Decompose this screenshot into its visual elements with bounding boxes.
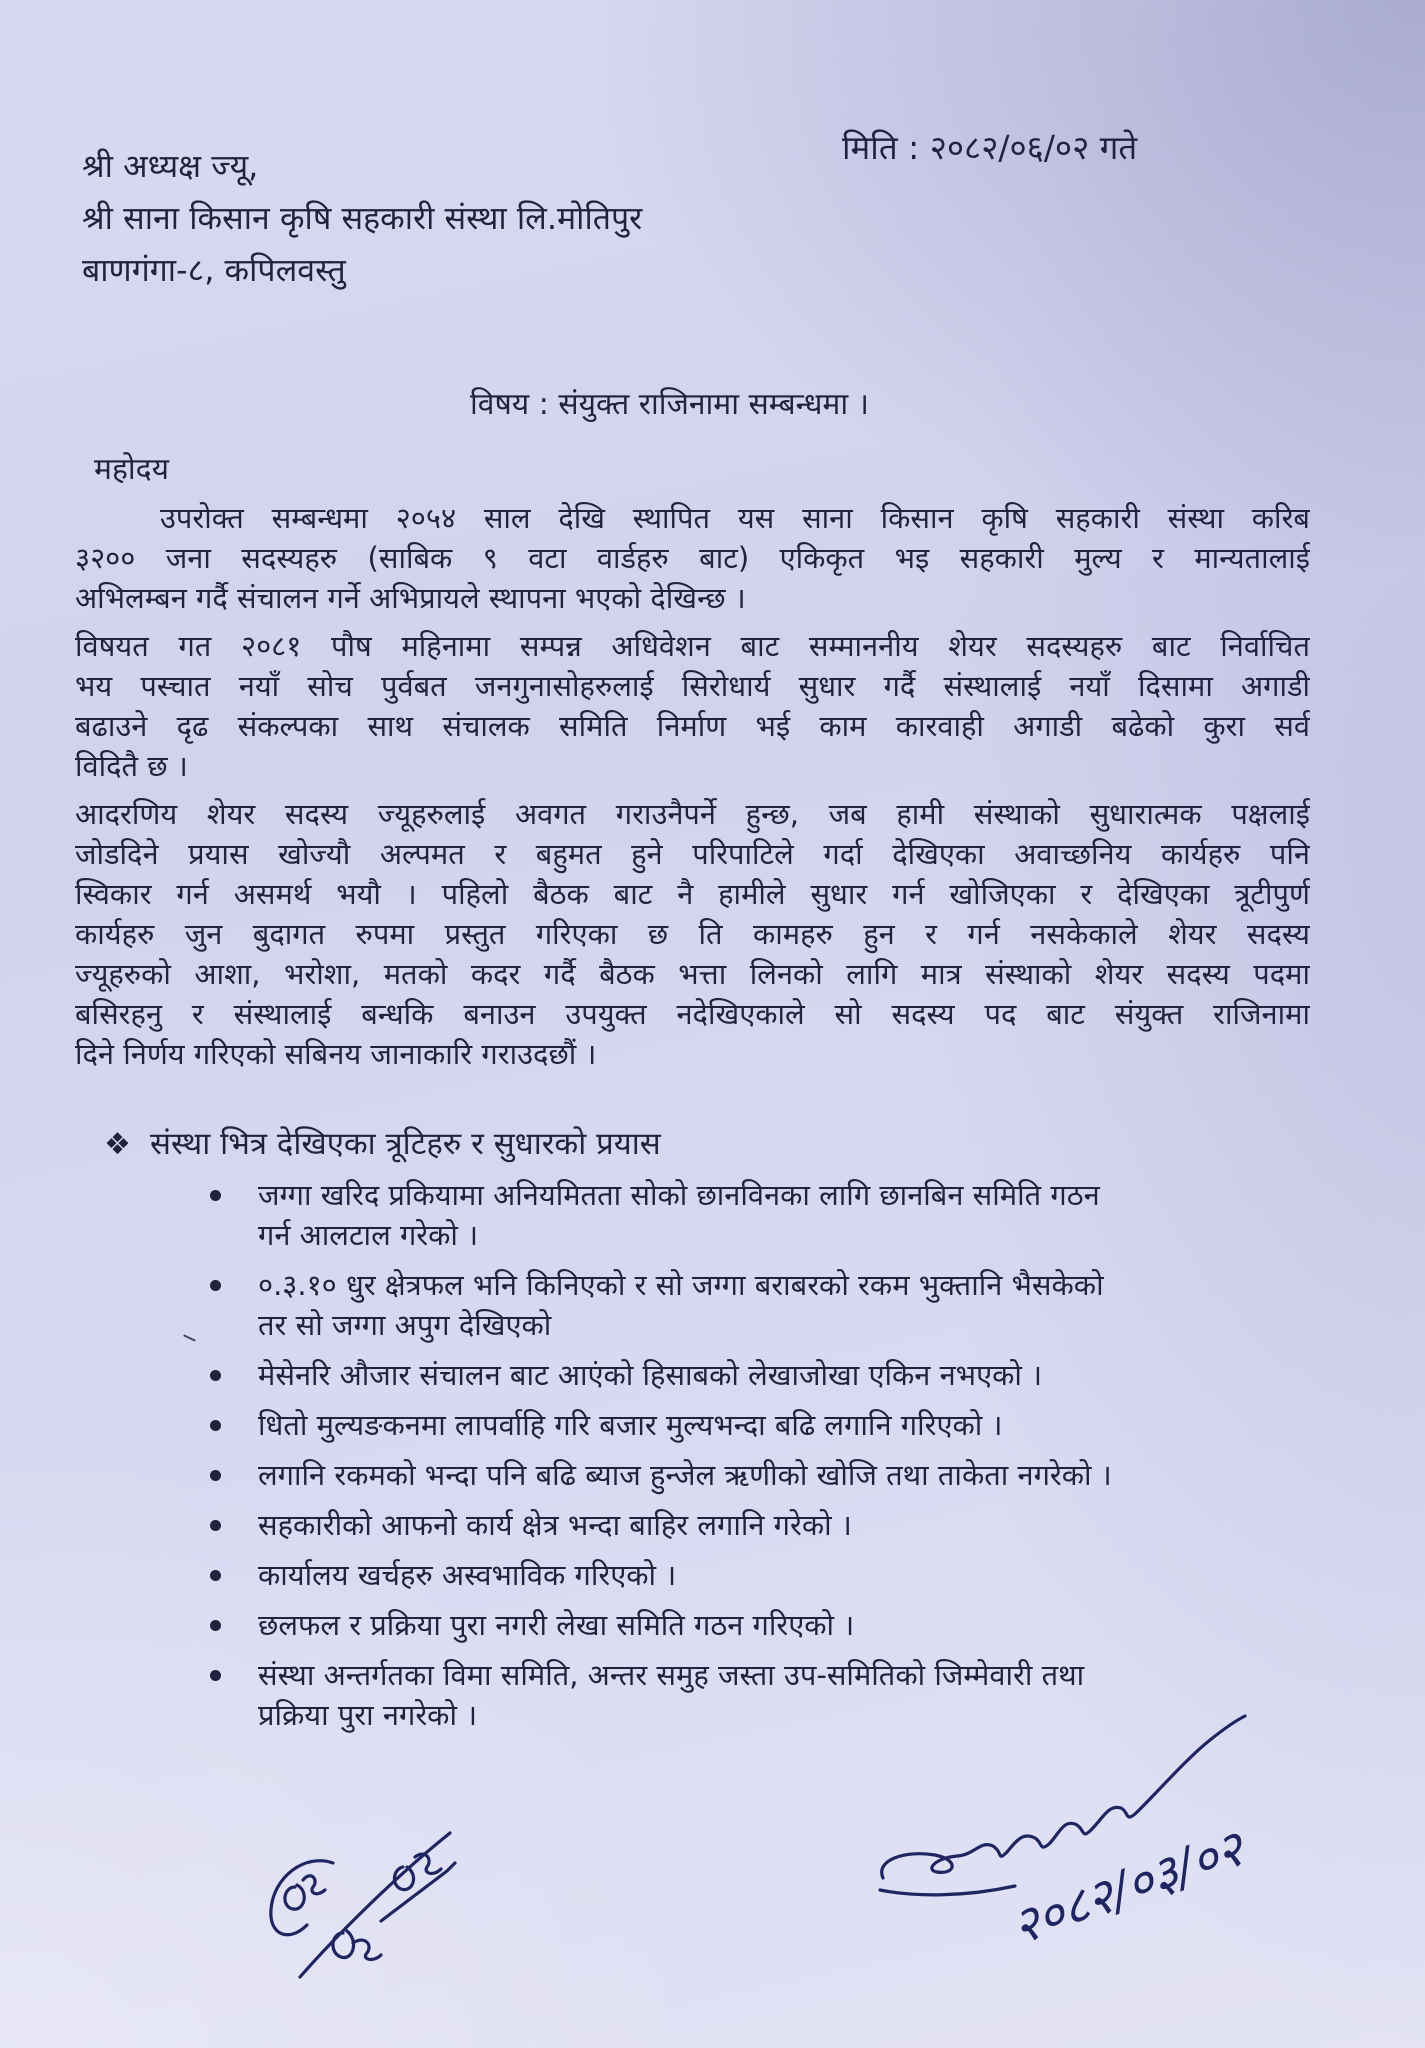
paragraph-line: जोडदिने प्रयास खोज्यौ अल्पमत र बहुमत हुने परिपाटिले गर्दा देखिएका अवाच्छनिय कार्यहरु पनि bbox=[75, 837, 1310, 871]
section-heading bbox=[104, 1122, 661, 1166]
paragraph-line: भय पस्चात नयाँ सोच पुर्वबत जनगुनासोहरुलाई सिरोधार्य सुधार गर्दै संस्थालाई नयाँ दिसामा अगाडी bbox=[75, 669, 1310, 703]
list-item bbox=[205, 1555, 1295, 1595]
paragraph-line: अभिलम्बन गर्दै संचालन गर्ने अभिप्रायले स्थापना भएको देखिन्छ । bbox=[75, 581, 746, 615]
paragraph-line: बसिरहनु र संस्थालाई बन्धकि बनाउन उपयुक्त नदेखिएकाले सो सदस्य पद बाट संयुक्त राजिनामा bbox=[75, 997, 1310, 1031]
list-item-line: प्रक्रिया पुरा नगरेको । bbox=[258, 1698, 478, 1732]
letter-date: मिति : २०८२/०६/०२ गते bbox=[842, 128, 1138, 167]
paragraph-line: दिने निर्णय गरिएको सबिनय जानाकारि गराउदछौं । bbox=[75, 1037, 597, 1071]
list-item bbox=[205, 1355, 1295, 1395]
bullet-icon bbox=[210, 1670, 221, 1681]
recipient-address bbox=[82, 140, 642, 296]
letter-body bbox=[75, 498, 1310, 1082]
list-item-line: गर्न आलटाल गरेको । bbox=[258, 1218, 479, 1252]
paragraph-line: विदितै छ । bbox=[75, 749, 188, 783]
signature-stroke bbox=[880, 1886, 1015, 1895]
list-item bbox=[205, 1405, 1295, 1445]
paragraph-line: उपरोक्त सम्बन्धमा २०५४ साल देखि स्थापित यस साना किसान कृषि सहकारी संस्था करिब bbox=[160, 501, 1310, 535]
list-item-line: छलफल र प्रक्रिया पुरा नगरी लेखा समिति गठन गरिएको । bbox=[258, 1608, 855, 1642]
list-item-line: लगानि रकमको भन्दा पनि बढि ब्याज हुन्जेल ऋणीको खोजि तथा ताकेता नगरेको । bbox=[258, 1458, 1112, 1492]
bullet-icon bbox=[210, 1520, 221, 1531]
list-item bbox=[205, 1605, 1295, 1645]
list-item-line: तर सो जग्गा अपुग देखिएको bbox=[258, 1308, 552, 1342]
paragraph-line: कार्यहरु जुन बुदागत रुपमा प्रस्तुत गरिएका छ ति कामहरु हुन र गर्न नसकेकाले शेयर सदस्य bbox=[75, 917, 1310, 951]
list-item-line: संस्था अन्तर्गतका विमा समिति, अन्तर समुह जस्ता उप-समितिको जिम्मेवारी तथा bbox=[258, 1658, 1085, 1692]
list-item bbox=[205, 1265, 1295, 1345]
list-item-line: धितो मुल्यङकनमा लापर्वाहि गरि बजार मुल्यभन्दा बढि लगानि गरिएको । bbox=[258, 1408, 1003, 1442]
signature-stroke bbox=[285, 1876, 325, 1909]
section-heading-text: संस्था भित्र देखिएका त्रूटिहरु र सुधारको प्रयास bbox=[150, 1126, 661, 1162]
paragraph-3 bbox=[75, 794, 1310, 1074]
left-signature bbox=[255, 1825, 465, 1990]
recipient-organization: श्री साना किसान कृषि सहकारी संस्था लि.मोतिपुर bbox=[82, 199, 643, 237]
list-item-line: कार्यालय खर्चहरु अस्वभाविक गरिएको । bbox=[258, 1558, 677, 1592]
stray-pen-mark bbox=[183, 1334, 196, 1341]
recipient-title: श्री अध्यक्ष ज्यू, bbox=[82, 147, 259, 185]
paragraph-line: आदरणिय शेयर सदस्य ज्यूहरुलाई अवगत गराउनैपर्ने हुन्छ, जब हामी संस्थाको सुधारात्मक पक्षलाई bbox=[75, 797, 1310, 831]
bullet-icon bbox=[210, 1370, 221, 1381]
salutation: महोदय bbox=[94, 452, 169, 487]
issues-list bbox=[205, 1175, 1295, 1745]
list-item bbox=[205, 1455, 1295, 1495]
paragraph-1 bbox=[75, 498, 1310, 618]
recipient-location: बाणगंगा-८, कपिलवस्तु bbox=[82, 251, 346, 289]
bullet-icon bbox=[210, 1420, 221, 1431]
bullet-icon bbox=[210, 1470, 221, 1481]
diamond-bullet-icon: ❖ bbox=[104, 1127, 131, 1162]
paragraph-line: ज्यूहरुको आशा, भरोशा, मतको कदर गर्दै बैठक भत्ता लिनको लागि मात्र संस्थाको शेयर सदस्य पदमा bbox=[75, 957, 1310, 991]
list-item bbox=[205, 1505, 1295, 1545]
paragraph-line: विषयत गत २०८१ पौष महिनामा सम्पन्न अधिवेशन बाट सम्माननीय शेयर सदस्यहरु बाट निर्वाचित bbox=[75, 629, 1310, 663]
bullet-icon bbox=[210, 1190, 221, 1201]
bullet-icon bbox=[210, 1620, 221, 1631]
signature-stroke bbox=[271, 1861, 333, 1935]
letter-subject: विषय : संयुक्त राजिनामा सम्बन्धमा । bbox=[470, 387, 870, 422]
paragraph-2 bbox=[75, 626, 1310, 786]
paragraph-line: स्विकार गर्न असमर्थ भयौ । पहिलो बैठक बाट नै हामीले सुधार गर्न खोजिएका र देखिएका त्रूटीपुर्ण bbox=[75, 877, 1310, 911]
bullet-icon bbox=[210, 1280, 221, 1291]
signature-date: २०८२/०३/०२ bbox=[1004, 1819, 1252, 1957]
paragraph-line: ३२०० जना सदस्यहरु (साबिक ९ वटा वार्डहरु बाट) एकिकृत भइ सहकारी मुल्य र मान्यतालाई bbox=[75, 541, 1310, 575]
list-item bbox=[205, 1175, 1295, 1255]
list-item-line: मेसेनरि औजार संचालन बाट आएंको हिसाबको लेखाजोखा एकिन नभएको । bbox=[258, 1358, 1043, 1392]
list-item-line: ०.३.१० धुर क्षेत्रफल भनि किनिएको र सो जग्गा बराबरको रकम भुक्तानि भैसकेको bbox=[258, 1268, 1104, 1302]
bullet-icon bbox=[210, 1570, 221, 1581]
list-item-line: जग्गा खरिद प्रकियामा अनियमितता सोको छानविनका लागि छानबिन समिति गठन bbox=[258, 1178, 1100, 1212]
right-signature bbox=[865, 1700, 1325, 1960]
paragraph-line: बढाउने दृढ संकल्पका साथ संचालक समिति निर्माण भई काम कारवाही अगाडी बढेको कुरा सर्व bbox=[75, 709, 1310, 743]
signature-stroke bbox=[381, 1863, 455, 1921]
list-item-line: सहकारीको आफनो कार्य क्षेत्र भन्दा बाहिर लगानि गरेको । bbox=[258, 1508, 852, 1542]
